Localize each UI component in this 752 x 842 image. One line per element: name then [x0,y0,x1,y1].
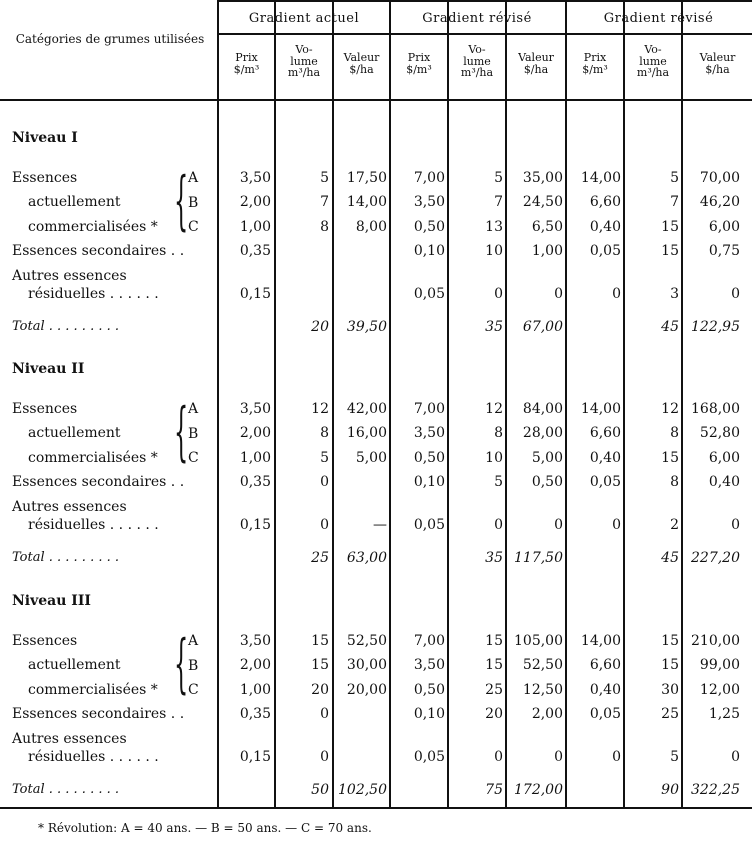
table-cell: 52,80 [699,425,740,441]
category-letter: B [188,194,199,211]
category-letter: B [188,657,199,674]
table-cell: 0,15 [239,517,271,533]
table-cell: 28,00 [522,425,563,441]
group-header-2: Gradient révisé [422,11,532,26]
table-cell: — [373,517,387,533]
table-cell: 46,20 [699,194,740,210]
subcol-header: Prix $/m³ [406,51,432,76]
table-cell: 35,00 [522,170,563,186]
table-cell: 0 [554,286,563,302]
table-cell: 3,50 [413,657,445,673]
header-bottom-rule [0,99,752,101]
total-cell: 117,50 [514,550,563,566]
table-cell: 6,60 [589,657,621,673]
table-cell: 12 [661,401,679,417]
table-cell: 8 [670,474,679,490]
subcol-header: Vo- lume m³/ha [460,43,494,80]
table-cell: 14,00 [346,194,387,210]
table-cell: 3,50 [239,170,271,186]
table-cell: 0,50 [531,474,563,490]
table-cell: 7 [320,194,329,210]
row-label: Essences [12,633,78,649]
table-cell: 0 [320,517,329,533]
total-cell: 122,95 [691,319,740,335]
table-cell: 15 [485,633,503,649]
table-cell: 84,00 [522,401,563,417]
table-cell: 0,40 [589,682,621,698]
table-cell: 15 [661,657,679,673]
table-cell: 0,15 [239,286,271,302]
table-cell: 0,75 [708,243,740,259]
table-cell: 1,00 [239,219,271,235]
table-cell: 7,00 [413,401,445,417]
total-cell: 39,50 [346,319,387,335]
row-label: résiduelles . . . . . . [28,517,159,533]
table-cell: 7 [670,194,679,210]
table-cell: 12 [485,401,503,417]
table-cell: 210,00 [691,633,740,649]
table-cell: 0 [320,749,329,765]
table-cell: 0 [731,749,740,765]
table-cell: 20 [311,682,329,698]
subcol-header: Prix $/m³ [233,51,260,76]
brace-icon: { [174,395,189,469]
row-label: Autres essences [12,731,127,747]
table-cell: 3 [670,286,679,302]
table-cell: 0,05 [589,243,621,259]
table-cell: 5 [670,170,679,186]
table-cell: 15 [661,450,679,466]
table-bottom-rule [0,807,752,809]
brace-icon: { [174,164,189,238]
table-cell: 0,05 [413,517,445,533]
table-cell: 2 [670,517,679,533]
table-cell: 0 [494,749,503,765]
category-header: Catégories de grumes utilisées [15,32,205,46]
row-label: commercialisées * [28,450,158,466]
category-letter: B [188,425,199,442]
table-cell: 20 [485,706,503,722]
table-cell: 8 [670,425,679,441]
table-cell: 15 [485,657,503,673]
total-cell: 50 [311,782,329,798]
table-cell: 0,35 [239,243,271,259]
subcol-header: Valeur $/ha [699,51,736,76]
table-cell: 5 [670,749,679,765]
total-cell: 90 [661,782,679,798]
table-cell: 70,00 [699,170,740,186]
table-cell: 0 [554,517,563,533]
table-cell: 12,50 [522,682,563,698]
table-cell: 5 [320,170,329,186]
row-label: Essences secondaires . . [12,243,185,259]
table-cell: 2,00 [239,425,271,441]
table-cell: 105,00 [514,633,563,649]
total-cell: 102,50 [338,782,387,798]
total-label: Total . . . . . . . . . [12,319,120,334]
level-title: Niveau III [12,593,91,609]
table-cell: 12 [311,401,329,417]
table-cell: 0 [731,286,740,302]
table-cell: 3,50 [413,194,445,210]
total-cell: 20 [311,319,329,335]
table-cell: 13 [485,219,503,235]
row-label: Essences [12,401,78,417]
table-cell: 0 [320,474,329,490]
table-cell: 3,50 [239,633,271,649]
table-cell: 14,00 [580,170,621,186]
table-cell: 24,50 [522,194,563,210]
table-cell: 42,00 [346,401,387,417]
table-cell: 0 [320,706,329,722]
category-letter: C [188,219,199,235]
table-cell: 52,50 [522,657,563,673]
table-cell: 15 [311,633,329,649]
brace-icon: { [174,627,189,701]
row-label: Autres essences [12,499,127,515]
total-label: Total . . . . . . . . . [12,782,120,797]
table-cell: 12,00 [699,682,740,698]
table-cell: 15 [661,219,679,235]
table-cell: 1,25 [708,706,740,722]
group-header-3: Gradient révisé [603,11,714,26]
table-cell: 25 [485,682,503,698]
subcol-header: Prix $/m³ [582,51,608,76]
table-cell: 1,00 [239,450,271,466]
table-cell: 8 [320,425,329,441]
row-label: commercialisées * [28,682,158,698]
table-cell: 99,00 [699,657,740,673]
total-cell: 67,00 [522,319,563,335]
category-letter: A [188,401,199,417]
table-cell: 0 [612,749,621,765]
row-label: Autres essences [12,268,127,284]
row-label: actuellement [28,425,121,441]
row-label: commercialisées * [28,219,158,235]
total-label: Total . . . . . . . . . [12,550,120,565]
table-cell: 0,50 [413,682,445,698]
table-cell: 17,50 [346,170,387,186]
table-cell: 0,40 [708,474,740,490]
row-label: Essences secondaires . . [12,706,185,722]
table-cell: 3,50 [413,425,445,441]
footnote: * Révolution: A = 40 ans. — B = 50 ans. — C = 70 ans. [38,821,372,835]
total-cell: 35 [485,550,503,566]
table-cell: 5,00 [355,450,387,466]
total-cell: 322,25 [691,782,740,798]
row-label: résiduelles . . . . . . [28,749,159,765]
table-cell: 14,00 [580,401,621,417]
table-cell: 0 [554,749,563,765]
subcol-header: Valeur $/ha [518,51,554,76]
table-cell: 0,50 [413,450,445,466]
table-cell: 0 [494,286,503,302]
table-cell: 7,00 [413,170,445,186]
table-cell: 0,35 [239,706,271,722]
row-label: Essences secondaires . . [12,474,185,490]
row-label: actuellement [28,194,121,210]
table-cell: 10 [485,450,503,466]
table-cell: 0 [494,517,503,533]
table-cell: 1,00 [531,243,563,259]
table-cell: 8 [494,425,503,441]
level-title: Niveau II [12,361,85,377]
table-cell: 6,00 [708,219,740,235]
table-cell: 5 [494,474,503,490]
table-cell: 0 [612,517,621,533]
table-cell: 16,00 [346,425,387,441]
table-cell: 0,10 [413,474,445,490]
table-cell: 0,05 [413,286,445,302]
table-cell: 1,00 [239,682,271,698]
subcol-header: Vo- lume m³/ha [287,43,321,80]
table-cell: 2,00 [239,657,271,673]
table-cell: 0,40 [589,450,621,466]
table-cell: 0,05 [589,474,621,490]
table-cell: 2,00 [239,194,271,210]
level-title: Niveau I [12,130,78,146]
row-label: résiduelles . . . . . . [28,286,159,302]
table-cell: 30 [661,682,679,698]
table-cell: 15 [311,657,329,673]
table-cell: 7,00 [413,633,445,649]
table-cell: 0,50 [413,219,445,235]
total-cell: 172,00 [514,782,563,798]
table-cell: 14,00 [580,633,621,649]
table-cell: 52,50 [346,633,387,649]
table-cell: 25 [661,706,679,722]
table-cell: 6,50 [531,219,563,235]
table-cell: 6,60 [589,425,621,441]
total-cell: 227,20 [691,550,740,566]
total-cell: 25 [311,550,329,566]
table-cell: 6,60 [589,194,621,210]
total-cell: 75 [485,782,503,798]
table-cell: 2,00 [531,706,563,722]
table-cell: 8 [320,219,329,235]
category-letter: A [188,170,199,186]
table-cell: 20,00 [346,682,387,698]
category-letter: C [188,682,199,698]
table-cell: 3,50 [239,401,271,417]
table-cell: 0,35 [239,474,271,490]
table-cell: 5 [494,170,503,186]
table-cell: 8,00 [355,219,387,235]
table-cell: 0,10 [413,706,445,722]
table-cell: 5,00 [531,450,563,466]
table-cell: 0,40 [589,219,621,235]
category-letter: A [188,633,199,649]
category-letter: C [188,450,199,466]
table-cell: 0 [612,286,621,302]
total-cell: 45 [661,319,679,335]
table-cell: 7 [494,194,503,210]
table-cell: 0,05 [589,706,621,722]
table-cell: 15 [661,633,679,649]
table-cell: 0,15 [239,749,271,765]
table-cell: 15 [661,243,679,259]
row-label: Essences [12,170,78,186]
table-cell: 5 [320,450,329,466]
table-cell: 0,05 [413,749,445,765]
subcol-header: Vo- lume m³/ha [636,43,670,80]
table-cell: 6,00 [708,450,740,466]
table-cell: 0 [731,517,740,533]
table-cell: 10 [485,243,503,259]
table-cell: 168,00 [691,401,740,417]
total-cell: 63,00 [346,550,387,566]
row-label: actuellement [28,657,121,673]
table-cell: 30,00 [346,657,387,673]
total-cell: 35 [485,319,503,335]
group-rule [217,33,752,35]
table-cell: 0,10 [413,243,445,259]
header-top-rule [217,0,752,2]
total-cell: 45 [661,550,679,566]
group-header-1: Gradient actuel [248,11,360,26]
subcol-header: Valeur $/ha [343,51,380,76]
